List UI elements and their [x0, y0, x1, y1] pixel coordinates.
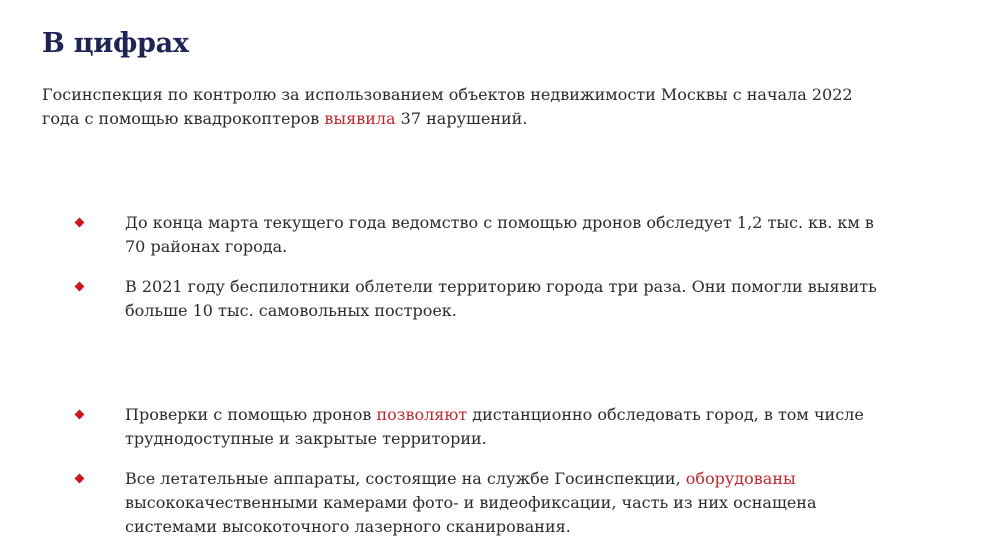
list-item-text-before: Все летательные аппараты, состоящие на службе Госинспекции, [125, 469, 686, 488]
facts-list-1 [0, 211, 997, 339]
intro-link-revealed[interactable]: выявила [324, 109, 396, 128]
list-item-text: В 2021 году беспилотники облетели территорию города три раза. Они помогли выявить больше 10 тыс. самовольных построек. [125, 277, 877, 320]
list-item [0, 467, 885, 539]
diamond-bullet-icon [75, 410, 85, 420]
list-item [0, 275, 885, 323]
intro-text-before: Госинспекция по контролю за использованием объектов недвижимости Москвы с начала 2022 года с помощью квадрокоптеров [42, 85, 853, 128]
list-item-text: До конца марта текущего года ведомство с помощью дронов обследует 1,2 тыс. кв. км в 70 районах города. [125, 213, 874, 256]
list-item-text-after: дистанционно обследовать город, в том числе труднодоступные и закрытые территории. [125, 405, 864, 448]
intro-text-after: 37 нарушений. [395, 109, 528, 128]
diamond-bullet-icon [75, 282, 85, 292]
list-item-text-before: Проверки с помощью дронов [125, 405, 377, 424]
diamond-bullet-icon [75, 218, 85, 228]
list-item-link-equipped[interactable]: оборудованы [685, 469, 796, 488]
list-item [0, 403, 885, 451]
facts-list-2 [0, 403, 997, 555]
list-item-text-after: высококачественными камерами фото- и видеофиксации, часть из них оснащена системами высокоточного лазерного сканирования. [125, 493, 817, 536]
diamond-bullet-icon [75, 474, 85, 484]
section-heading: В цифрах [42, 28, 189, 59]
list-item [0, 211, 885, 259]
intro-paragraph [42, 83, 872, 131]
list-item-link-allow[interactable]: позволяют [376, 405, 468, 424]
